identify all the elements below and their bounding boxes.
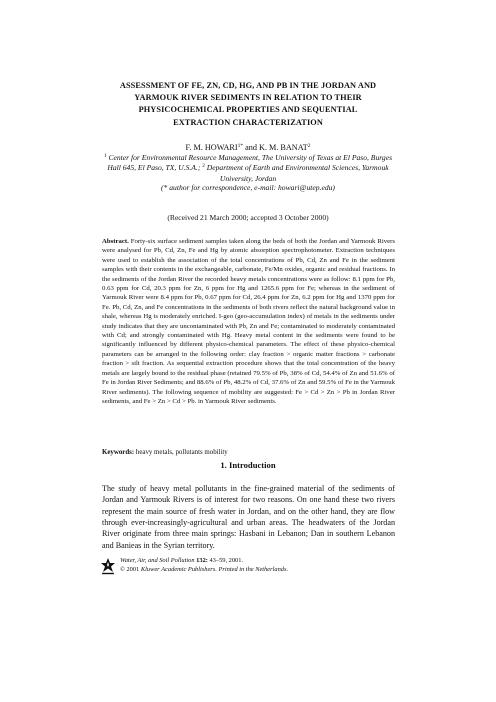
copyright-line	[120, 565, 400, 574]
author-name: F. M. HOWARI	[185, 143, 238, 152]
paper-title	[95, 80, 401, 129]
keywords-label: Keywords:	[102, 449, 135, 456]
title-line: ASSESSMENT OF FE, ZN, CD, HG, AND PB IN THE JORDAN AND	[119, 81, 377, 90]
printed-note: Printed in the Netherlands.	[216, 566, 289, 573]
title-line: PHYSICOCHEMICAL PROPERTIES AND SEQUENTIAL	[138, 105, 358, 115]
received-dates: (Received 21 March 2000; accepted 3 October 2000)	[167, 213, 329, 222]
journal-pages: 43–59, 2001.	[207, 557, 244, 564]
abstract	[102, 237, 395, 406]
author-marker: 2	[307, 143, 311, 149]
title-line: EXTRACTION CHARACTERIZATION	[173, 117, 323, 127]
keywords	[102, 448, 395, 457]
copyright-prefix: © 2001	[120, 566, 141, 573]
abstract-text: Forty-six surface sediment samples taken along the beds of both the Jordan and Yarmouk Rivers were analysed for Pb, Cd, Zn, Fe and Hg by atomic absorption spectrophotometer. Extraction techniques were used to establish the association of the total concentrations of Pb, Cd, Zn and Fe in the sediment samples with their contents in the exchangeable, carbonate, Fe/Mn oxides, organic and residual fractions. In the sediments of the Jordan River the recorded heavy metals concentrations were as follow: 8.1 ppm for Pb, 0.63 ppm for Cd, 20.3 ppm for Zn, 6 ppm for Hg and 1265.6 ppm for Fe; whereas in the sediment of Yarmouk River were 8.4 ppm for Pb, 0.67 ppm for Cd, 26.4 ppm for Zn, 6.2 ppm for Hg and 1370 ppm for Fe. Pb, Cd, Zn, and Fe concentrations in the sediments of both rivers reflect the natural background value in shale, whereas Hg is moderately enriched. I-geo (geo-accumulation index) of metals in the sediments under study indicates that they are uncontaminated with Pb, Zn and Fe; contaminated to moderately contaminated with Cd; and strongly contaminated with Hg. Heavy metal content in the sediments were found to be significantly influenced by different physico-chemical parameters. The effect of these physico-chemical parameters can be arranged in the following order: clay fraction > organic matter fractions > carbonate fraction > silt fraction. As sequential extraction procedure shows that the total concentration of the heavy metals are largely bound to the residual phase (retained 79.5% of Pb, 38% of Cd, 54.4% of Zn and 51.6% of Fe in Jordan River Sediments; and 88.6% of Pb, 48.2% of Cd, 37.6% of Zn and 59.5% of Fe in the Yarmouk River sediments). The following sequence of mobility are suggested: Fe > Cd > Zn > Pb in Jordan River sediments, and Fe > Zn > Cd > Pb. in Yarmouk River sediments.	[102, 238, 395, 405]
affiliation-text: Center for Environmental Resource Management, The University of Texas at El Paso, Burges Hall 645, El Paso, TX, U.S.A.;	[106, 153, 393, 173]
section-heading: 1. Introduction	[220, 460, 276, 470]
author-conjunction: and	[243, 143, 260, 152]
affiliation-marker: 1	[103, 153, 107, 159]
keywords-text: heavy metals, pollutants mobility	[134, 449, 228, 456]
journal-citation	[120, 556, 400, 565]
author-list	[95, 142, 401, 153]
journal-volume: 132:	[194, 557, 208, 564]
intro-paragraph: The study of heavy metal pollutants in the fine-grained material of the sediments of Jordan and Yarmouk Rivers is of interest for two reasons. On one hand these two rivers represent the main source of fresh water in Jordan, and on the other hand, they are flow through ever-increasingly-agricultural and urban areas. The headwaters of the Jordan River originate from three main springs: Hasbani in Lebanon; Dan in southern Lebanon and Banieas in the Syrian territory.	[102, 484, 395, 550]
publisher-name: Kluwer Academic Publishers.	[140, 566, 217, 573]
journal-footer	[100, 556, 398, 576]
author-name: K. M. BANAT	[259, 143, 308, 152]
affiliations	[98, 153, 398, 184]
author-marker: 1*	[237, 143, 244, 149]
affiliation-text: Department of Earth and Environmental Sciences, Yarmouk University, Jordan	[204, 163, 389, 183]
affiliation-marker: 2	[202, 163, 205, 170]
correspondence-note: (* author for correspondence, e-mail: howari@utep.edu)	[161, 183, 335, 192]
kluwer-logo-icon	[100, 557, 116, 575]
title-line: YARMOUK RIVER SEDIMENTS IN RELATION TO THEIR	[134, 93, 362, 103]
abstract-label: Abstract.	[102, 238, 129, 245]
journal-name: Water, Air, and Soil Pollution	[120, 557, 195, 564]
